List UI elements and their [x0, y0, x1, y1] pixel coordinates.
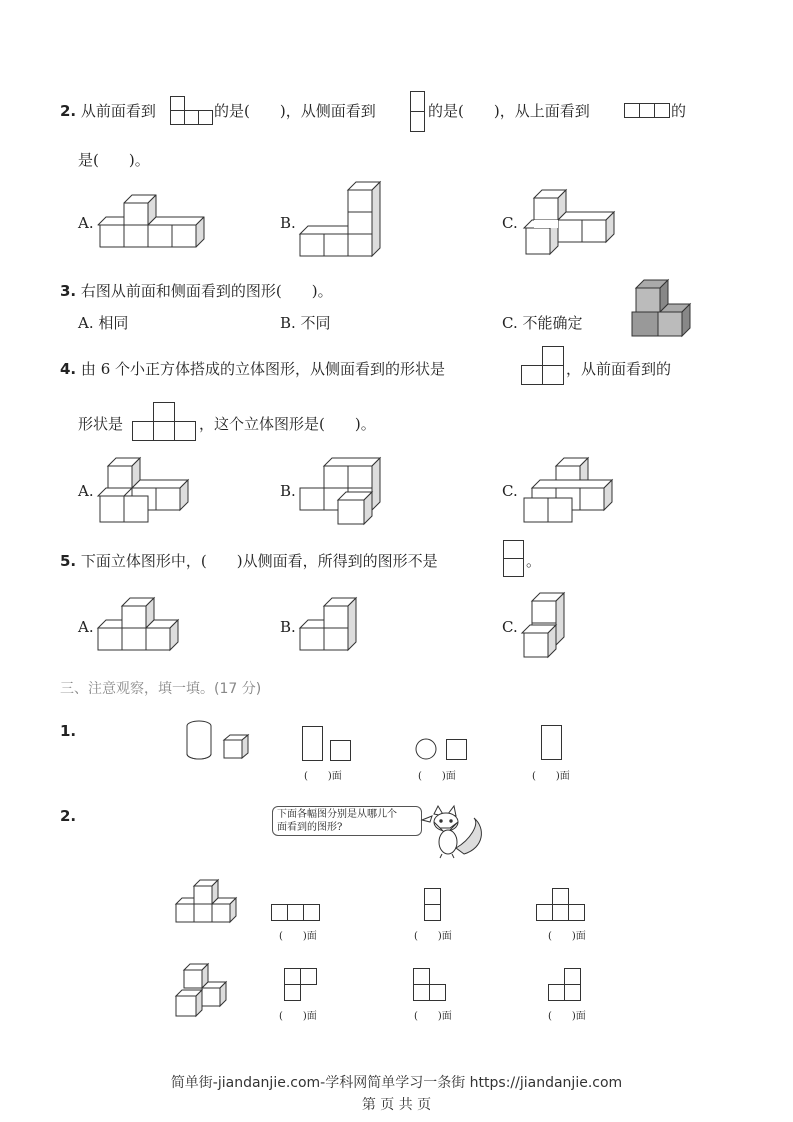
- q2-option-a-label: A.: [78, 214, 94, 232]
- s3-p2-blank-2-2: ( )面: [414, 1011, 452, 1022]
- q2-text-2: 的是( )，从侧面看到: [214, 102, 376, 120]
- q3-option-b: B. 不同: [280, 314, 331, 332]
- q4-line2: [78, 414, 123, 434]
- q2-option-a-figure: [98, 195, 208, 253]
- view-circle-square-figure: [415, 738, 469, 762]
- footer-source: [0, 1072, 793, 1092]
- s3-p2-blank-2-1: ( )面: [279, 1011, 317, 1022]
- s3-p2-view-2-1: [284, 968, 320, 1002]
- q4-text-1: 由 6 个小正方体搭成的立体图形，从侧面看到的形状是: [80, 360, 446, 378]
- s3-p2-blank-1-1: ( )面: [279, 931, 317, 942]
- s3-p1-blank-3: ( )面: [532, 771, 570, 782]
- q4-side-view-figure: [521, 346, 565, 386]
- q4-line1: [60, 359, 445, 379]
- q5-option-b-label: B.: [280, 618, 296, 636]
- q2-line1: [60, 101, 156, 121]
- s3-p2-view-1-3: [536, 888, 588, 922]
- q4-option-b-figure: [300, 458, 384, 524]
- speech-bubble-line-2: 面看到的图形?: [277, 822, 343, 833]
- s3-p2-solid-1-figure: [174, 880, 242, 928]
- footer-page: [0, 1094, 793, 1114]
- q5-text-2: 。: [526, 552, 542, 570]
- s3-p2-blank-1-3: ( )面: [548, 931, 586, 942]
- q4-front-view-figure: [132, 402, 198, 442]
- q4-option-a-label: A.: [78, 482, 94, 500]
- s3-p1-blank-2: ( )面: [418, 771, 456, 782]
- q5-line: [60, 551, 438, 571]
- q2-option-c-label: C.: [502, 214, 518, 232]
- section-3-title: 三、注意观察，填一填。(17 分): [60, 681, 262, 697]
- s3-p2-view-2-2: [413, 968, 449, 1002]
- s3-p2-view-1-2: [424, 888, 442, 922]
- q4-option-b-label: B.: [280, 482, 296, 500]
- q2-text-4-wrap: [671, 101, 686, 121]
- q5-option-c-label: C.: [502, 618, 518, 636]
- q4-text-3: 形状是: [78, 415, 124, 433]
- view-tall-rect-figure: [541, 725, 565, 763]
- q2-option-c-figure: [524, 190, 616, 256]
- q3-line: [60, 281, 333, 301]
- s3-p2-view-1-1: [271, 904, 323, 922]
- q2-side-view-figure: [410, 91, 426, 133]
- s3-p1-blank-1: ( )面: [304, 771, 342, 782]
- q4-number: 4.: [60, 360, 77, 378]
- s3-p2-blank-1-2: ( )面: [414, 931, 452, 942]
- q4-text-4-wrap: [199, 414, 376, 434]
- q3-solid-figure: [628, 280, 690, 340]
- q2-top-view-figure: [624, 103, 670, 119]
- q2-text-4: 的: [671, 102, 687, 120]
- q2-option-b-figure: [300, 182, 390, 262]
- q5-option-a-figure: [98, 598, 182, 656]
- footer-source-text: 简单街-jiandanjie.com-学科网简单学习一条街 https://jiandanjie.com: [170, 1075, 623, 1091]
- s3-part1-number: 1.: [60, 722, 77, 740]
- q4-option-c-figure: [522, 458, 618, 524]
- q4-text-4: ，这个立体图形是( )。: [199, 415, 376, 433]
- q5-number: 5.: [60, 552, 77, 570]
- s3-part2-number: 2.: [60, 807, 77, 825]
- q3-number: 3.: [60, 282, 77, 300]
- q5-option-b-figure: [300, 598, 360, 656]
- s3-p2-blank-2-3: ( )面: [548, 1011, 586, 1022]
- q5-option-a-label: A.: [78, 618, 94, 636]
- q3-option-c: C. 不能确定: [502, 314, 583, 332]
- speech-bubble-line-1: 下面各幅图分别是从哪儿个: [277, 809, 397, 820]
- q2-text-2-wrap: [214, 101, 376, 121]
- view-rect-square-figure: [302, 726, 354, 764]
- q5-option-c-figure: [522, 593, 568, 659]
- q5-view-figure: [503, 540, 525, 580]
- q2-number: 2.: [60, 102, 77, 120]
- q2-option-b-label: B.: [280, 214, 296, 232]
- q2-text-3: 的是( )，从上面看到: [428, 102, 590, 120]
- q5-text-1: 下面立体图形中，( )从侧面看，所得到的图形不是: [80, 552, 438, 570]
- q3-option-a: A. 相同: [78, 314, 129, 332]
- q2-line2: [78, 150, 150, 170]
- q4-option-c-label: C.: [502, 482, 518, 500]
- q4-option-a-figure: [98, 458, 194, 524]
- speech-bubble: [272, 806, 422, 836]
- q4-text-2-wrap: [566, 359, 671, 379]
- s3-p2-view-2-3: [548, 968, 584, 1002]
- q2-text-1: 从前面看到: [80, 102, 156, 120]
- q5-text-2-wrap: [526, 551, 541, 571]
- fox-mascot-icon: [420, 800, 490, 860]
- q4-text-2: ，从前面看到的: [566, 360, 672, 378]
- q3-text: 右图从前面和侧面看到的图形( )。: [80, 282, 333, 300]
- q2-text-3-wrap: [428, 101, 590, 121]
- cylinder-and-cube-figure: [186, 720, 252, 762]
- q2-text-5: 是( )。: [78, 151, 150, 169]
- footer-page-text: 第 页 共 页: [361, 1097, 432, 1113]
- q2-front-view-figure: [170, 96, 214, 126]
- s3-p2-solid-2-figure: [174, 964, 232, 1020]
